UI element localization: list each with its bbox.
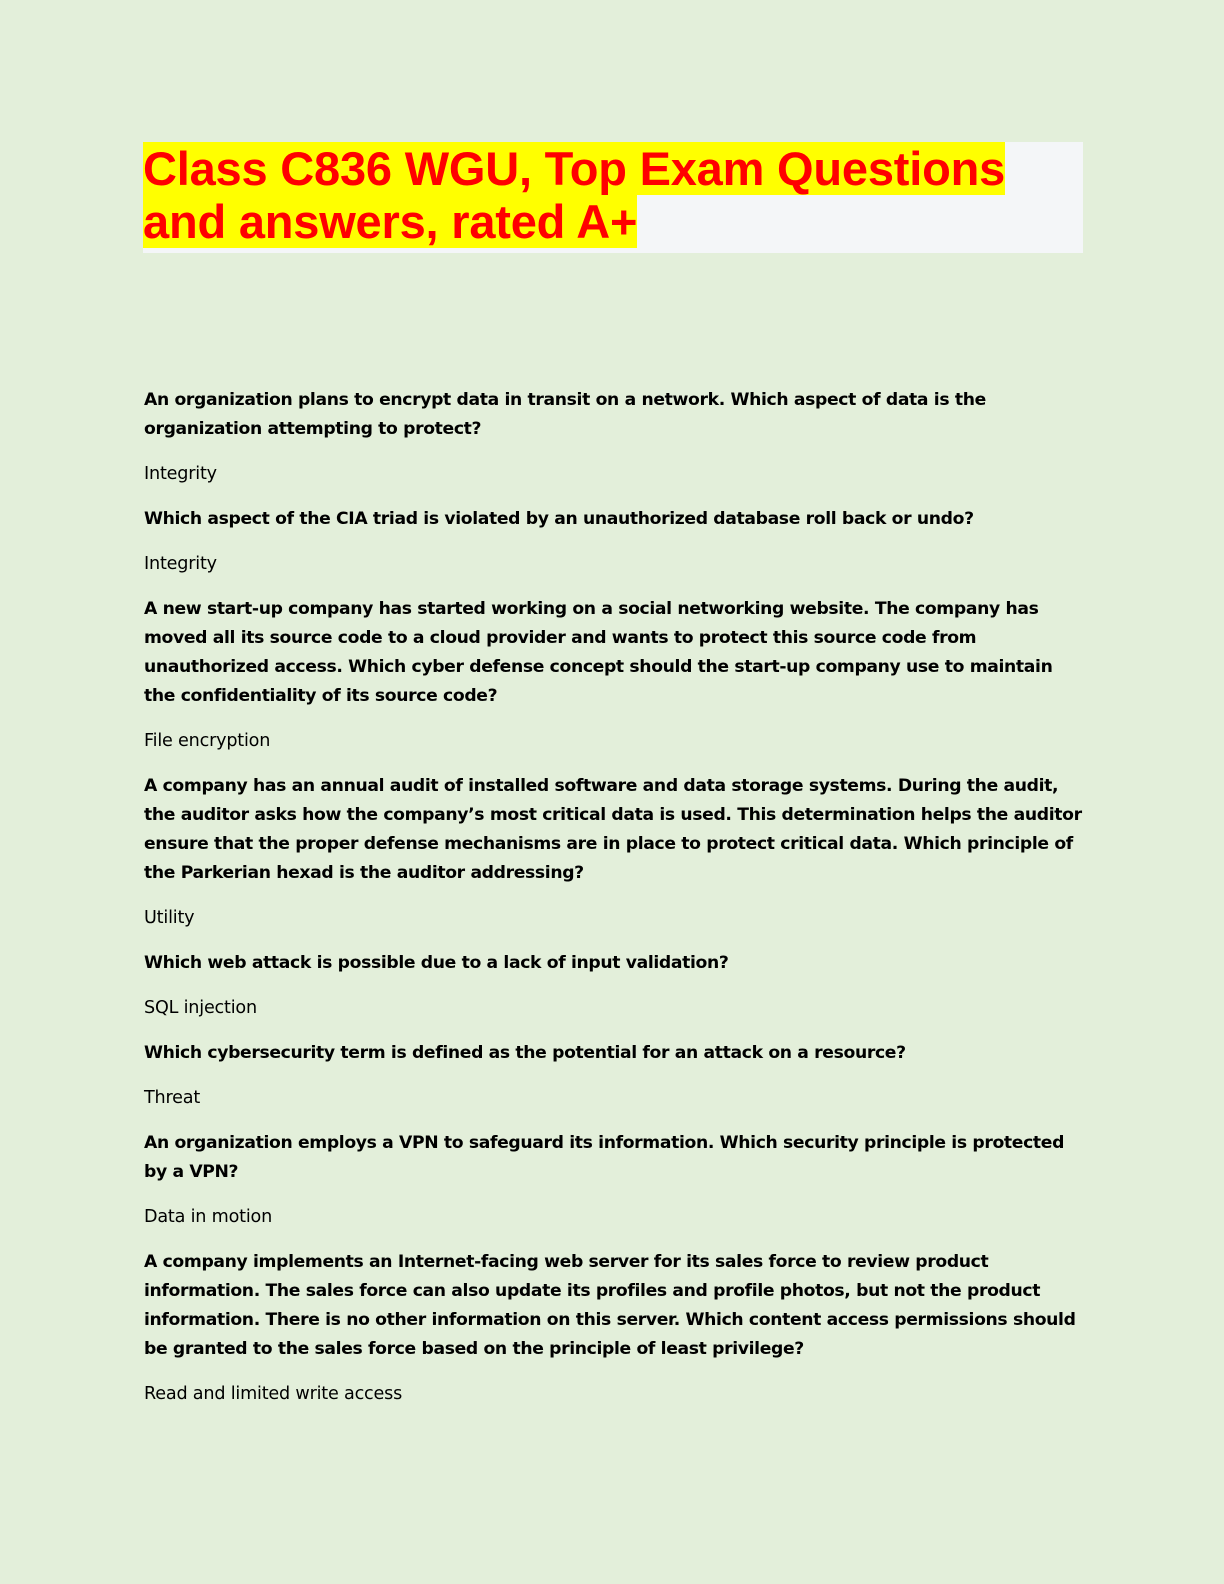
title-line-1: Class C836 WGU, Top Exam Questions xyxy=(143,142,1006,195)
answer-4: Utility xyxy=(144,908,195,928)
qa-list xyxy=(144,386,1089,1425)
title-line-2: and answers, rated A+ xyxy=(143,195,638,248)
answer-5: SQL injection xyxy=(144,998,257,1018)
answer-2: Integrity xyxy=(144,554,217,574)
question-7: An organization employs a VPN to safeguard its information. Which security principle is protected by a VPN? xyxy=(144,1133,1065,1182)
answer-7: Data in motion xyxy=(144,1207,273,1227)
question-1: An organization plans to encrypt data in transit on a network. Which aspect of data is the organization attempting to protect? xyxy=(144,390,986,439)
document-title xyxy=(143,142,1083,248)
answer-1: Integrity xyxy=(144,464,217,484)
question-8: A company implements an Internet-facing web server for its sales force to review product information. The sales force can also update its profiles and profile photos, but not the product information. There is no other information on this server. Which content access permissions should be granted to the sales force based on the principle of least privilege? xyxy=(144,1252,1076,1359)
answer-3: File encryption xyxy=(144,731,271,751)
question-3: A new start-up company has started working on a social networking website. The company has moved all its source code to a cloud provider and wants to protect this source code from unauthorized access. Which cyber defense concept should the start-up company use to maintain the confidentiality of its source code? xyxy=(144,599,1053,706)
question-5: Which web attack is possible due to a lack of input validation? xyxy=(144,953,729,973)
question-6: Which cybersecurity term is defined as the potential for an attack on a resource? xyxy=(144,1043,906,1063)
answer-8: Read and limited write access xyxy=(144,1384,403,1404)
answer-6: Threat xyxy=(144,1088,201,1108)
question-2: Which aspect of the CIA triad is violated by an unauthorized database roll back or undo? xyxy=(144,509,974,529)
question-4: A company has an annual audit of installed software and data storage systems. During the audit, the auditor asks how the company’s most critical data is used. This determination helps the auditor ensure that the proper defense mechanisms are in place to protect critical data. Which principle of the Parkerian hexad is the auditor addressing? xyxy=(144,776,1082,883)
title-block xyxy=(143,142,1083,253)
